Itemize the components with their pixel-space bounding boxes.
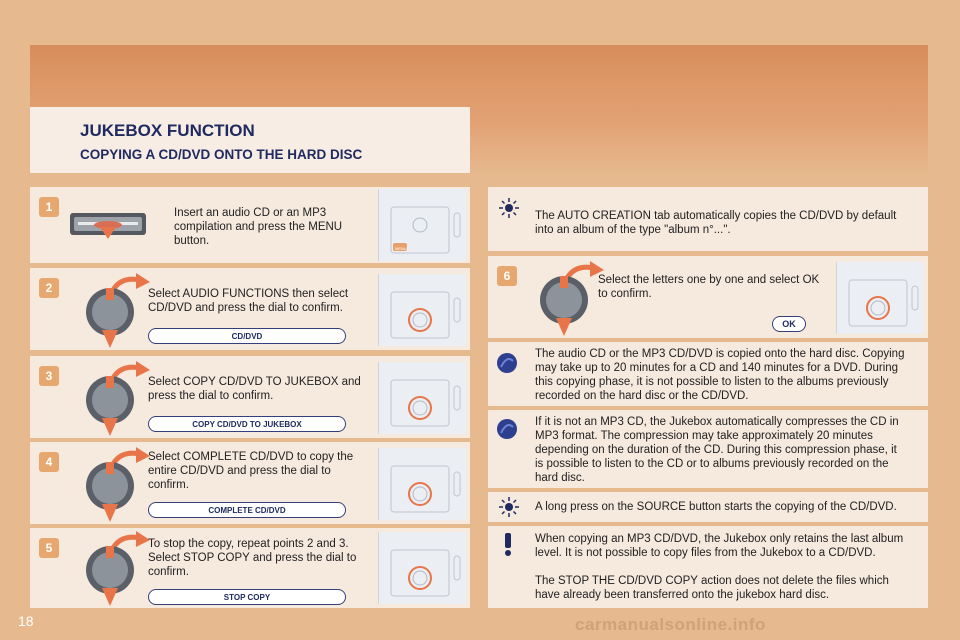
lightbulb-icon [498, 496, 520, 518]
step-6-text: Select the letters one by one and select OK to confirm. [598, 274, 820, 300]
step-1-number: 1 [39, 197, 59, 217]
watermark: carmanualsonline.info [575, 615, 766, 634]
step-6-panel [488, 256, 928, 338]
step-2-panel [30, 268, 470, 350]
page-title: JUKEBOX FUNCTION [80, 121, 255, 140]
tip-2-text: A long press on the SOURCE button starts the copying of the CD/DVD. [535, 501, 897, 513]
warning-panel [488, 526, 928, 608]
step-4-panel [30, 442, 470, 524]
step-3-panel [30, 356, 470, 438]
warning-text-1: When copying an MP3 CD/DVD, the Jukebox only retains the last album level. It is not possible to copy files from the Jukebox to a CD/DVD. [535, 533, 904, 559]
radio-dial-icon [837, 262, 925, 334]
info-panel-2 [488, 410, 928, 488]
step-5-number: 5 [39, 538, 59, 558]
title-box [30, 107, 470, 173]
radio-panel-icon [378, 189, 466, 261]
tip-panel-1 [488, 187, 928, 251]
step-4-pill: COMPLETE CD/DVD [148, 502, 346, 518]
rotary-dial-icon [76, 444, 152, 524]
step-5-panel [30, 528, 470, 608]
step-2-text: Select AUDIO FUNCTIONS then select CD/DVD and press the dial to confirm. [148, 288, 349, 314]
radio-dial-icon [379, 532, 467, 604]
radio-dial-icon [379, 362, 467, 434]
radio-dial-panel [378, 274, 466, 346]
radio-dial-icon [379, 274, 467, 346]
radio-dial-panel [378, 532, 466, 604]
step-3-pill: COPY CD/DVD TO JUKEBOX [148, 416, 346, 432]
warning-text-2: The STOP THE CD/DVD COPY action does not delete the files which have already been transferred onto the jukebox hard disc. [535, 575, 889, 601]
lightbulb-icon [498, 197, 520, 219]
info-2-text: If it is not an MP3 CD, the Jukebox automatically compresses the CD in MP3 format. The compression may take approximately 20 minutes depending on the duration of the CD. During this compression phase, it is possible to listen to the CD or to albums previously recorded on the hard disc. [535, 416, 899, 484]
tip-panel-2 [488, 492, 928, 522]
rotary-dial-icon [76, 528, 152, 608]
page-subtitle: COPYING A CD/DVD ONTO THE HARD DISC [80, 147, 363, 162]
step-5-text: To stop the copy, repeat points 2 and 3. Select STOP COPY and press the dial to confirm. [148, 538, 357, 578]
info-dot-icon [496, 418, 518, 440]
page-number: 18 [18, 613, 34, 629]
step-2-pill: CD/DVD [148, 328, 346, 344]
step-3-number: 3 [39, 366, 59, 386]
tip-1-text: The AUTO CREATION tab automatically copies the CD/DVD by default into an album of the type "album n°...". [535, 210, 897, 236]
radio-dial-panel [836, 262, 924, 334]
step-4-number: 4 [39, 452, 59, 472]
step-1-text: Insert an audio CD or an MP3 compilation and press the MENU button. [174, 207, 343, 247]
rotary-dial-icon [76, 358, 152, 438]
rotary-dial-icon [530, 258, 606, 338]
radio-dial-icon [379, 448, 467, 520]
rotary-dial-icon [76, 270, 152, 350]
step-1-panel [30, 187, 470, 263]
ok-pill: OK [772, 316, 806, 332]
step-5-pill: STOP COPY [148, 589, 346, 605]
info-dot-icon [496, 352, 518, 374]
step-6-number: 6 [497, 266, 517, 286]
radio-buttons-icon [379, 189, 467, 261]
cd-player-icon [68, 205, 148, 245]
info-1-text: The audio CD or the MP3 CD/DVD is copied onto the hard disc. Copying may take up to 20 minutes for a CD and 140 minutes for a DVD. During this copying phase, it is not possible to listen to the albums previously recorded on the hard disc or the CD/DVD. [535, 348, 905, 402]
radio-menu-label: MENU [395, 246, 407, 251]
step-4-text: Select COMPLETE CD/DVD to copy the entire CD/DVD and press the dial to confirm. [148, 451, 354, 491]
step-3-text: Select COPY CD/DVD TO JUKEBOX and press the dial to confirm. [148, 376, 361, 402]
step-2-number: 2 [39, 278, 59, 298]
exclamation-icon [500, 532, 516, 556]
radio-dial-panel [378, 448, 466, 520]
info-panel-1 [488, 342, 928, 406]
radio-dial-panel [378, 362, 466, 434]
